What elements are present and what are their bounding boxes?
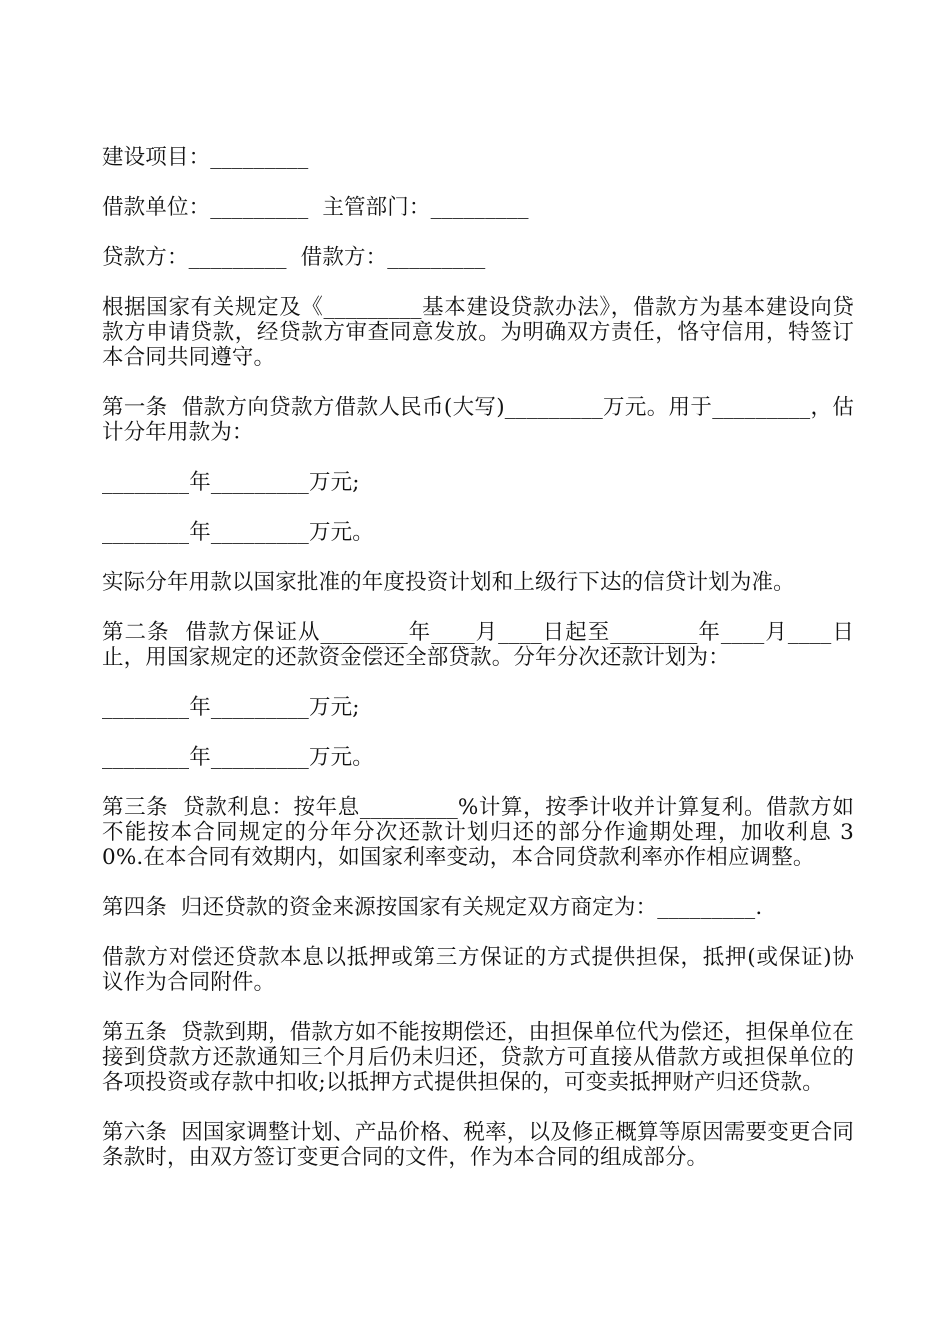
actual-usage-paragraph: 实际分年用款以国家批准的年度投资计划和上级行下达的信贷计划为准。 xyxy=(102,570,795,595)
article-1-paragraph: 第一条 借款方向贷款方借款人民币(大写)_________万元。用于_________，估计分年用款为： xyxy=(102,395,854,445)
guarantee-paragraph: 借款方对偿还贷款本息以抵押或第三方保证的方式提供担保，抵押(或保证)协议作为合同附件。 xyxy=(102,945,854,995)
article-2-paragraph: 第二条 借款方保证从________年____月____日起至________年____月____日止，用国家规定的还款资金偿还全部贷款。分年分次还款计划为： xyxy=(102,620,854,670)
borrower-unit-line: 借款单位：_________ 主管部门：_________ xyxy=(102,195,529,220)
article-6-paragraph: 第六条 因国家调整计划、产品价格、税率，以及修正概算等原因需要变更合同条款时，由双方签订变更合同的文件，作为本合同的组成部分。 xyxy=(102,1120,854,1170)
annual-usage-line-1: ________年_________万元; xyxy=(102,470,360,495)
article-3-paragraph: 第三条 贷款利息：按年息_________%计算，按季计收并计算复利。借款方如不能按本合同规定的分年分次还款计划归还的部分作逾期处理，加收利息 30%.在本合同有效期内，如国家利率变动，本合同贷款利率亦作相应调整。 xyxy=(102,795,854,870)
parties-line: 贷款方：_________ 借款方：_________ xyxy=(102,245,486,270)
annual-usage-line-2: ________年_________万元。 xyxy=(102,520,374,545)
preamble-paragraph: 根据国家有关规定及《_________基本建设贷款办法》，借款方为基本建设向贷款方申请贷款，经贷款方审查同意发放。为明确双方责任，恪守信用，特签订本合同共同遵守。 xyxy=(102,295,854,370)
construction-project-line: 建设项目：_________ xyxy=(102,145,309,170)
article-4-paragraph: 第四条 归还贷款的资金来源按国家有关规定双方商定为：_________. xyxy=(102,895,763,920)
article-5-paragraph: 第五条 贷款到期，借款方如不能按期偿还，由担保单位代为偿还，担保单位在接到贷款方还款通知三个月后仍未归还，贷款方可直接从借款方或担保单位的各项投资或存款中扣收;以抵押方式提供担保的，可变卖抵押财产归还贷款。 xyxy=(102,1020,854,1095)
repayment-line-1: ________年_________万元; xyxy=(102,695,360,720)
document-body xyxy=(102,145,854,1195)
repayment-line-2: ________年_________万元。 xyxy=(102,745,374,770)
